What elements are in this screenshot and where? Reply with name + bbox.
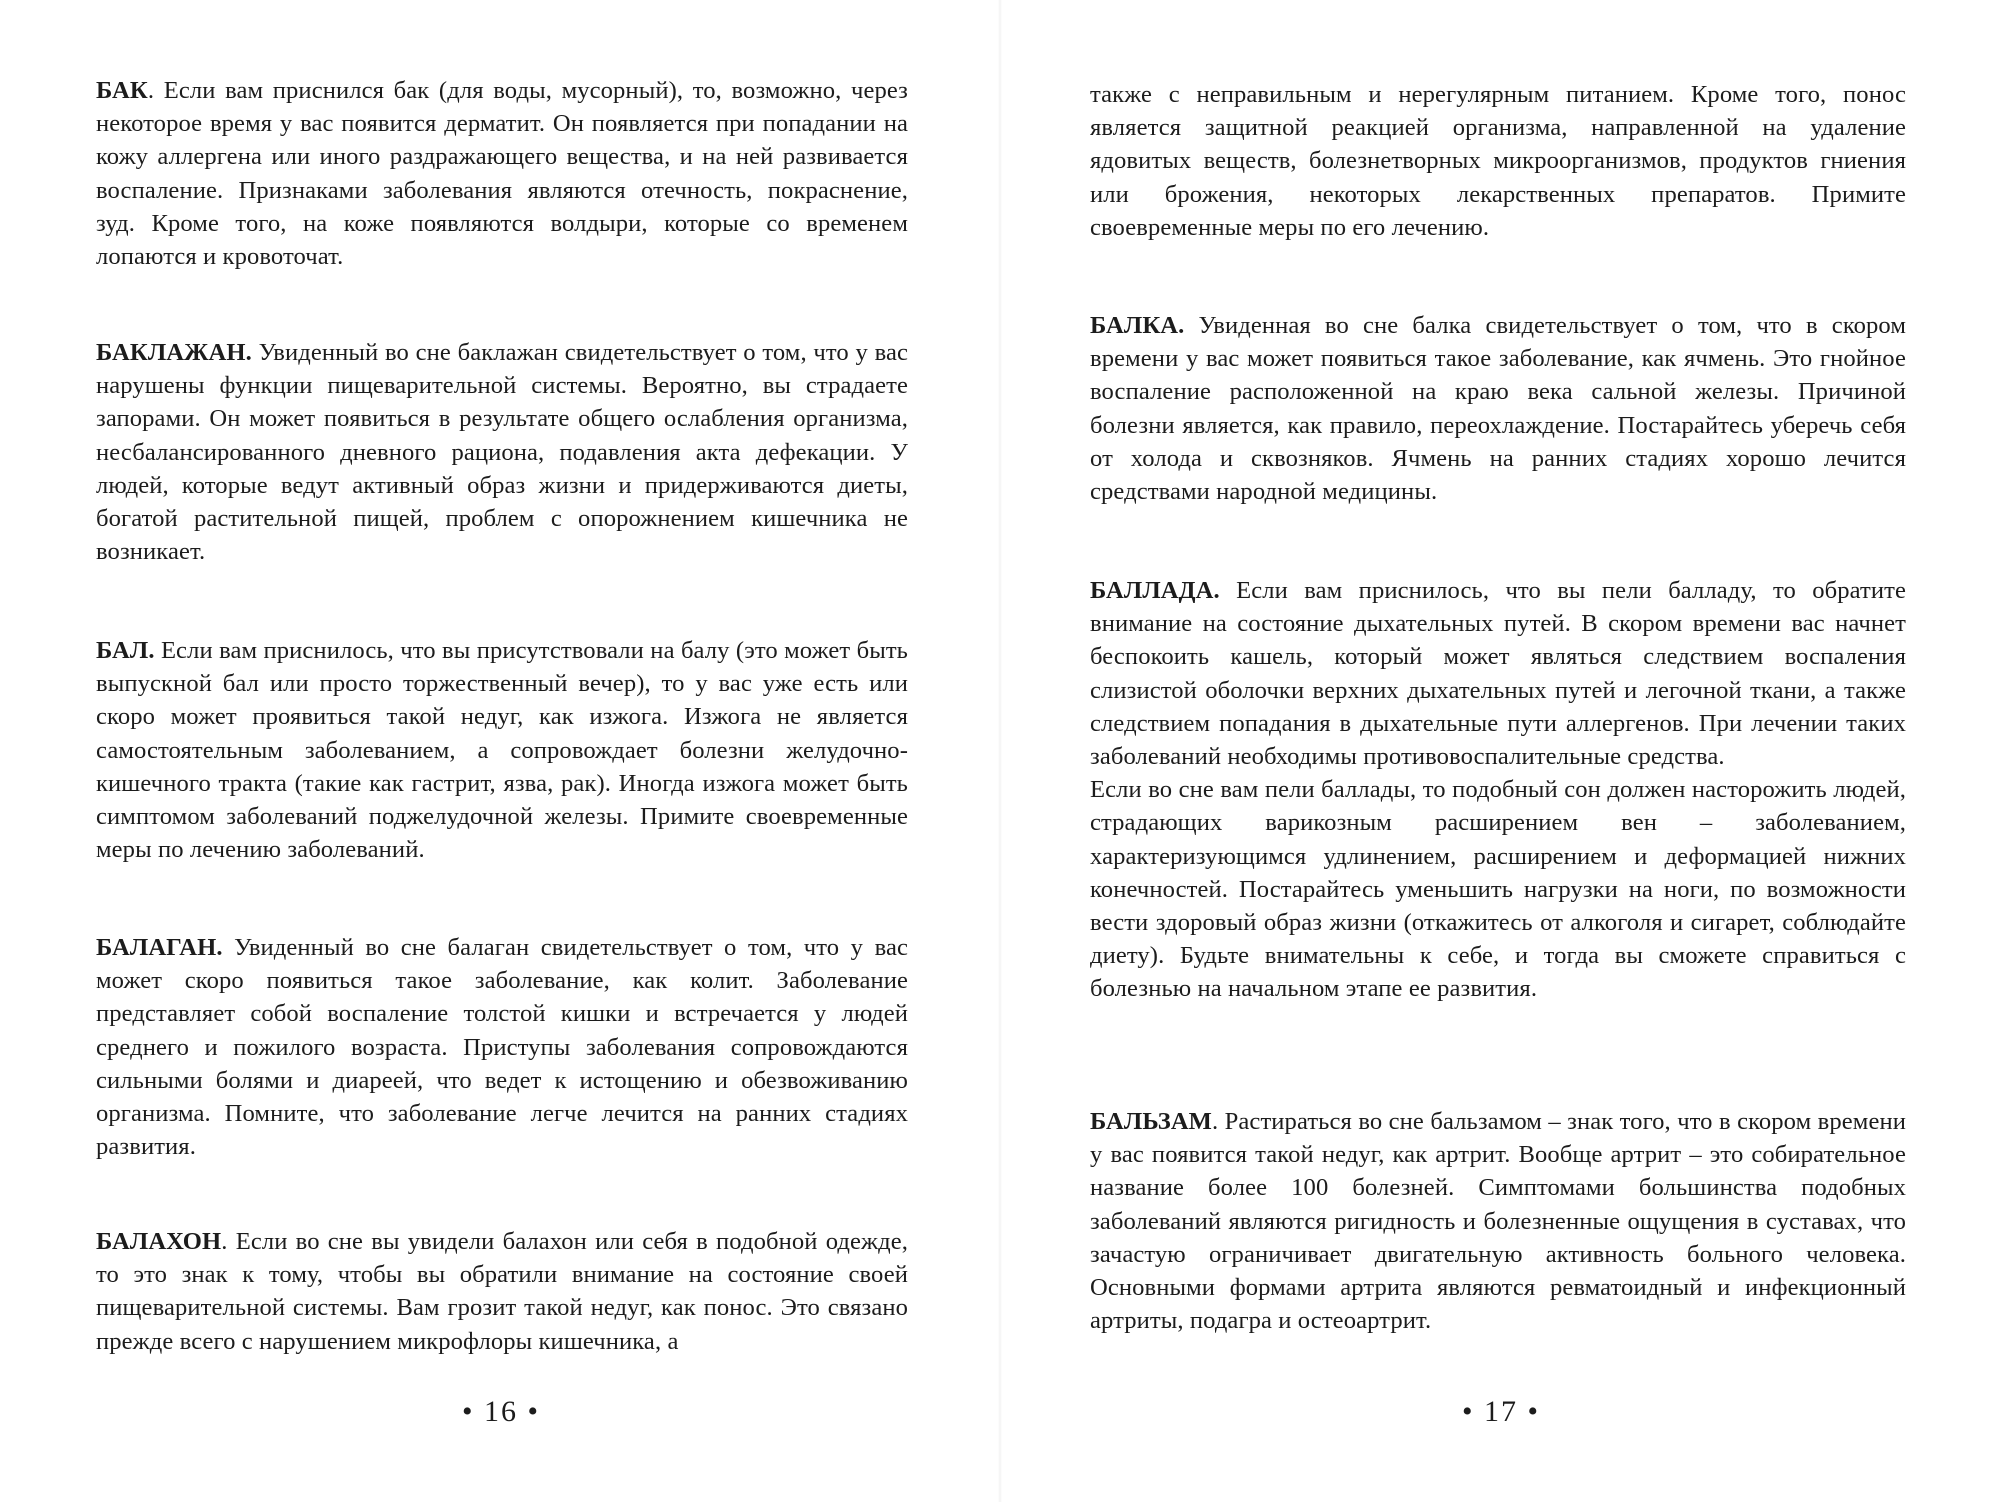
entry-bal: [96, 634, 908, 866]
entry-paragraph: Если во сне вам пели баллады, то подобный сон должен насторожить людей, страдающих варикозным расширением вен – заболеванием, характеризующимся удлинением, расширением и деформацией нижних конечностей. Постарайтесь уменьшить нагрузки на ноги, по возможности вести здоровый образ жизни (откажитесь от алкоголя и сигарет, соблюдайте диету). Будьте внимательны к себе, и тогда вы сможете справиться с болезнью на начальном этапе ее развития.: [1090, 776, 1906, 1003]
entry-balakhon: [96, 1225, 908, 1358]
entry-balka: [1090, 309, 1906, 508]
entry-balagan: [96, 931, 908, 1163]
entry-paragraph: [1090, 574, 1906, 773]
entry-continuation: [1090, 78, 1906, 244]
entry-term: БАЛЛАДА.: [1090, 577, 1220, 604]
entry-term: БАК: [96, 77, 148, 104]
entry-text: . Растираться во сне бальзамом – знак того, что в скором времени у вас появится такой недуг, как артрит. Вообще артрит – это собирательное название более 100 болезней. Симптомами большинства подобных заболеваний являются ригидность и болезненные ощущения в суставах, что зачастую ограничивает двигательную активность больного человека. Основными формами артрита являются ревматоидный и инфекционный артриты, подагра и остеоартрит.: [1090, 1108, 1906, 1335]
entry-text: Если вам приснилось, что вы пели балладу, то обратите внимание на состояние дыхательных путей. В скором времени вас начнет беспокоить кашель, который может являться следствием воспаления слизистой оболочки верхних дыхательных путей и легочной ткани, а также следствием попадания в дыхательные пути аллергенов. При лечении таких заболеваний необходимы противовоспалительные средства.: [1090, 577, 1906, 771]
page-number: • 16 •: [462, 1395, 541, 1428]
entry-baklazhan: [96, 336, 908, 568]
entry-term: БАКЛАЖАН.: [96, 339, 252, 366]
entry-term: БАЛ.: [96, 637, 155, 664]
entry-text: Увиденный во сне балаган свидетельствует о том, что у вас может скоро появиться такое заболевание, как колит. Заболевание представляет собой воспаление толстой кишки и встречается у людей среднего и пожилого возраста. Приступы заболевания сопровождаются сильными болями и диареей, что ведет к истощению и обезвоживанию организма. Помните, что заболевание легче лечится на ранних стадиях развития.: [96, 934, 908, 1161]
page-number: • 17 •: [1462, 1395, 1541, 1428]
left-page: [0, 0, 998, 1502]
entry-text: Увиденная во сне балка свидетельствует о том, что в скором времени у вас может появиться такое заболевание, как ячмень. Это гнойное воспаление расположенной на краю века сальной железы. Причиной болезни является, как правило, переохлаждение. Постарайтесь уберечь себя от холода и сквозняков. Ячмень на ранних стадиях хорошо лечится средствами народной медицины.: [1090, 312, 1906, 506]
entry-text: Если вам приснилось, что вы присутствовали на балу (это может быть выпускной бал или просто торжественный вечер), то у вас уже есть или скоро может проявиться такой недуг, как изжога. Изжога не является самостоятельным заболеванием, а сопровождает болезни желудочно-кишечного тракта (такие как гастрит, язва, рак). Иногда изжога может быть симптомом заболеваний поджелудочной железы. Примите своевременные меры по лечению заболеваний.: [96, 637, 908, 864]
entry-term: БАЛЬЗАМ: [1090, 1108, 1212, 1135]
entry-bak: [96, 74, 908, 273]
entry-text: Увиденный во сне баклажан свидетельствует о том, что у вас нарушены функции пищеварительной системы. Вероятно, вы страдаете запорами. Он может появиться в результате общего ослабления организма, несбалансированного дневного рациона, подавления акта дефекации. У людей, которые ведут активный образ жизни и придерживаются диеты, богатой растительной пищей, проблем с опорожнением кишечника не возникает.: [96, 339, 908, 566]
entry-text: также с неправильным и нерегулярным питанием. Кроме того, понос является защитной реакцией организма, направленной на удаление ядовитых веществ, болезнетворных микроорганизмов, продуктов гниения или брожения, некоторых лекарственных препаратов. Примите своевременные меры по его лечению.: [1090, 81, 1906, 241]
entry-term: БАЛАХОН: [96, 1228, 222, 1255]
entry-balzam: [1090, 1105, 1906, 1337]
entry-term: БАЛАГАН.: [96, 934, 223, 961]
right-page: [1002, 0, 2000, 1502]
entry-ballada: [1090, 574, 1906, 1006]
entry-text: . Если вам приснился бак (для воды, мусорный), то, возможно, через некоторое время у вас появится дерматит. Он появляется при попадании на кожу аллергена или иного раздражающего вещества, и на ней развивается воспаление. Признаками заболевания являются отечность, покраснение, зуд. Кроме того, на коже появляются волдыри, которые со временем лопаются и кровоточат.: [96, 77, 908, 271]
entry-term: БАЛКА.: [1090, 312, 1185, 339]
entry-text: . Если во сне вы увидели балахон или себя в подобной одежде, то это знак к тому, чтобы вы обратили внимание на состояние своей пищеварительной системы. Вам грозит такой недуг, как понос. Это связано прежде всего с нарушением микрофлоры кишечника, а: [96, 1228, 908, 1355]
